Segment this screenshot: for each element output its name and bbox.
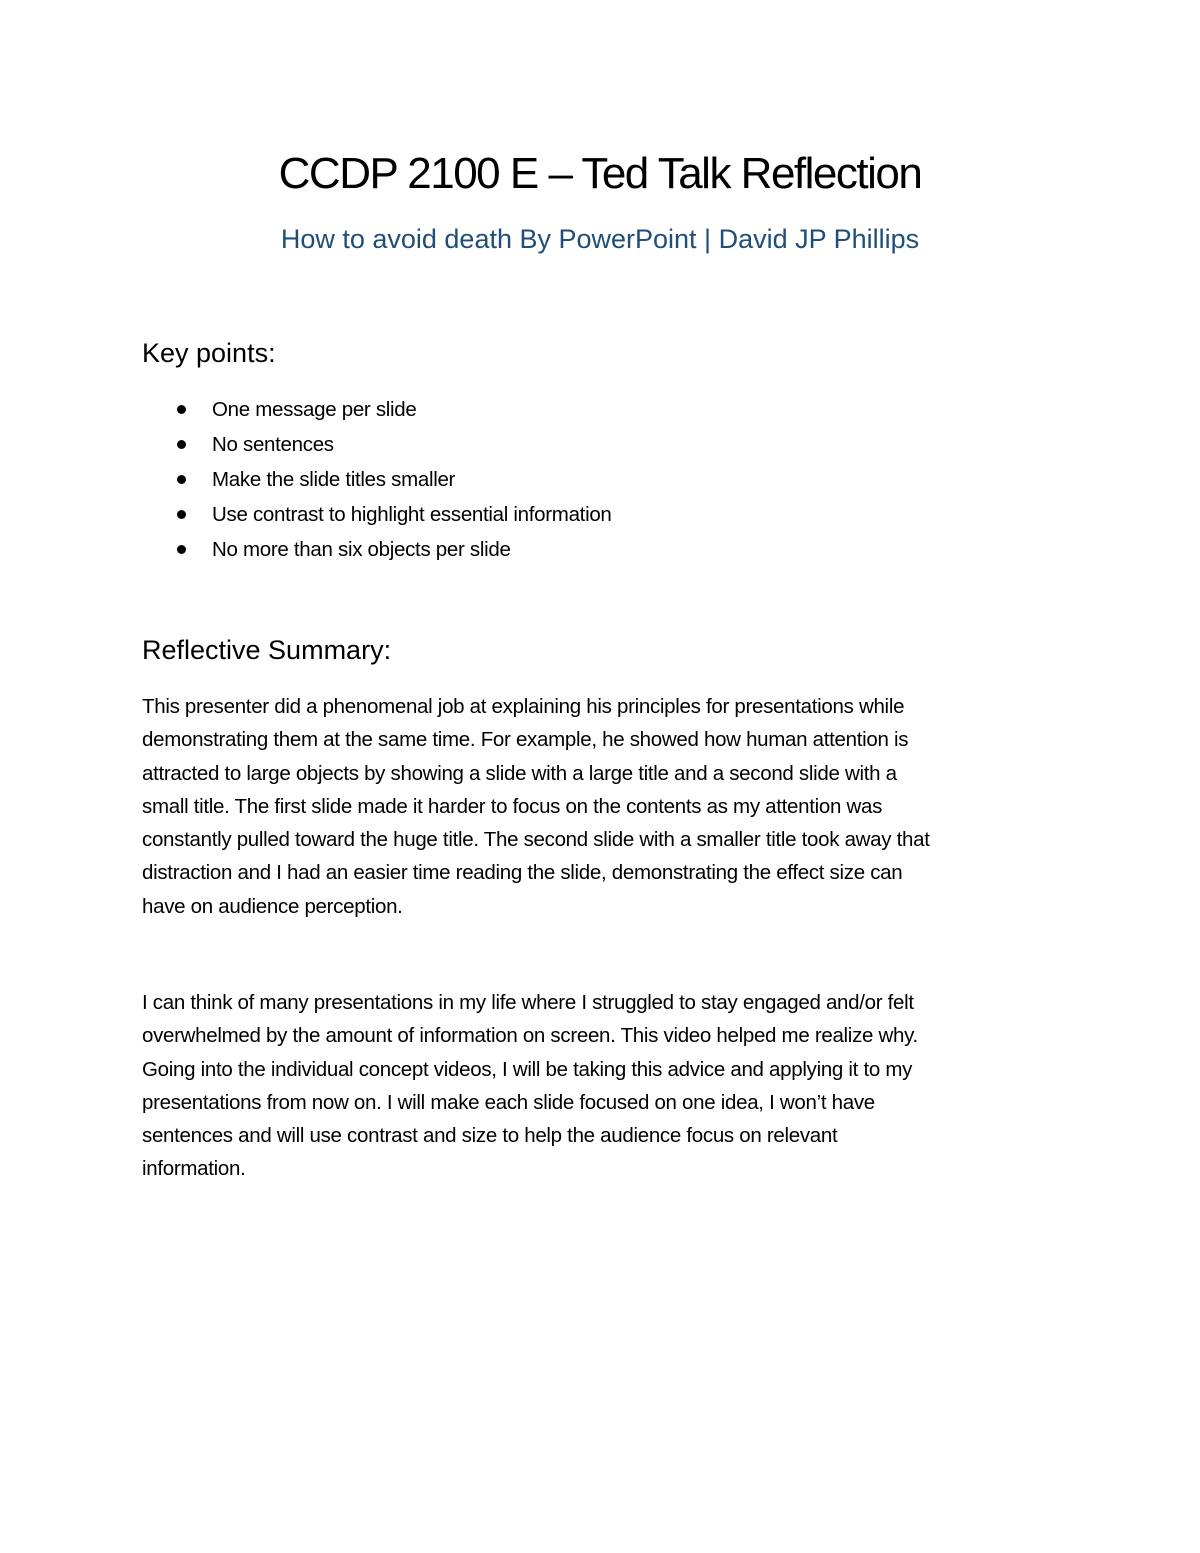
list-item [142, 462, 612, 497]
paragraph-line: have on audience perception. [142, 894, 403, 918]
paragraph-line: sentences and will use contrast and size to help the audience focus on relevant [142, 1124, 838, 1148]
paragraph-line: distraction and I had an easier time reading the slide, demonstrating the effect size can [142, 861, 903, 885]
list-item [142, 532, 612, 567]
document-subtitle: How to avoid death By PowerPoint | David JP Phillips [280, 224, 920, 254]
list-item [142, 497, 612, 532]
paragraph-line: constantly pulled toward the huge title. The second slide with a smaller title took away that [142, 828, 930, 852]
summary-paragraph-1 [142, 690, 1062, 923]
list-item-text: No sentences [212, 433, 334, 456]
bullet-icon [177, 440, 186, 449]
bullet-icon [177, 545, 186, 554]
paragraph-line: Going into the individual concept videos, I will be taking this advice and applying it to my [142, 1057, 913, 1081]
list-item-text: Make the slide titles smaller [212, 468, 456, 491]
bullet-icon [177, 475, 186, 484]
list-item-text: No more than six objects per slide [212, 538, 511, 561]
reflective-summary-heading: Reflective Summary: [142, 635, 392, 665]
paragraph-line: This presenter did a phenomenal job at explaining his principles for presentations while [142, 695, 905, 718]
document-title: CCDP 2100 E – Ted Talk Reflection [278, 149, 922, 198]
bullet-icon [177, 510, 186, 519]
key-points-heading: Key points: [142, 338, 276, 368]
list-item-text: Use contrast to highlight essential information [212, 503, 612, 526]
list-item [142, 427, 612, 462]
paragraph-line: presentations from now on. I will make each slide focused on one idea, I won’t have [142, 1090, 875, 1114]
list-item-text: One message per slide [212, 398, 417, 421]
paragraph-line: demonstrating them at the same time. For example, he showed how human attention is [142, 728, 909, 752]
paragraph-line: attracted to large objects by showing a slide with a large title and a second slide with a [142, 761, 897, 785]
paragraph-line: overwhelmed by the amount of information on screen. This video helped me realize why. [142, 1024, 918, 1048]
list-item [142, 392, 612, 427]
paragraph-line: I can think of many presentations in my life where I struggled to stay engaged and/or felt [142, 991, 914, 1014]
paragraph-line: small title. The first slide made it harder to focus on the contents as my attention was [142, 794, 883, 818]
bullet-icon [177, 405, 186, 414]
summary-paragraph-2 [142, 986, 1062, 1186]
paragraph-line: information. [142, 1157, 246, 1181]
key-points-list [142, 392, 612, 567]
